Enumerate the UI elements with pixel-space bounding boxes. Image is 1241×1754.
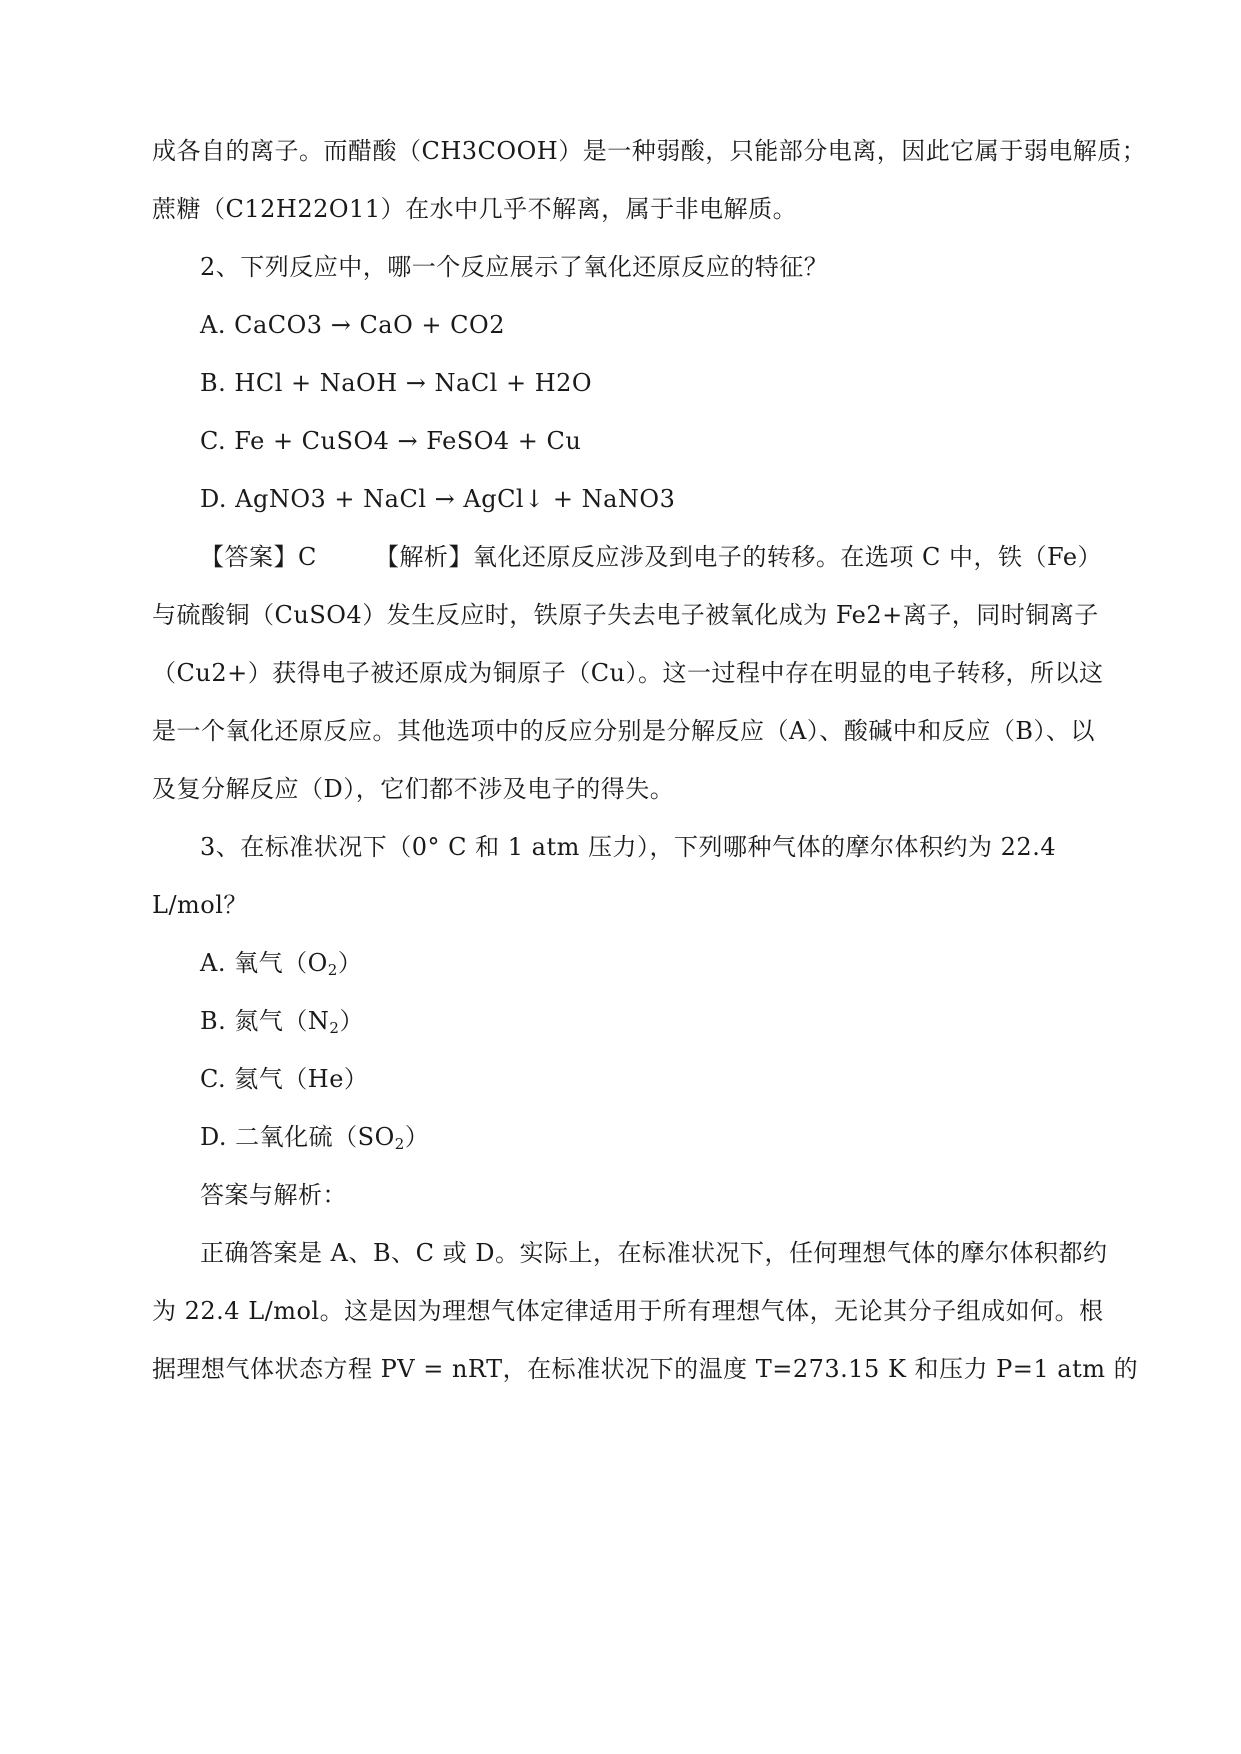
analysis-line: （Cu2+）获得电子被还原成为铜原子（Cu）。这一过程中存在明显的电子转移，所以这 <box>152 659 1104 687</box>
answer-heading: 答案与解析： <box>200 1181 347 1209</box>
option-d: D. AgNO3 + NaCl → AgCl↓ + NaNO3 <box>200 485 676 513</box>
option-d: D. 二氧化硫$(SO_2)$ <box>200 1123 430 1153</box>
analysis-line: 正确答案是 A、B、C 或 D。实际上，在标准状况下，任何理想气体的摩尔体积都约 <box>200 1239 1108 1267</box>
question-2-stem: 2、下列反应中，哪一个反应展示了氧化还原反应的特征？ <box>200 253 829 281</box>
analysis-line: 据理想气体状态方程 PV = nRT，在标准状况下的温度 T=273.15 K 和压力 P=1 atm 的 <box>152 1355 1139 1383</box>
question-3-stem: 3、在标准状况下（0° C 和 1 atm 压力），下列哪种气体的摩尔体积约为 22.4 <box>200 833 1057 861</box>
option-c: C. 氦气（He） <box>200 1065 369 1093</box>
analysis-line: 与硫酸铜（CuSO4）发生反应时，铁原子失去电子被氧化成为 Fe2+离子，同时铜离子 <box>152 601 1099 629</box>
analysis-line: 及复分解反应（D），它们都不涉及电子的得失。 <box>152 775 675 803</box>
analysis-text: 【解析】氧化还原反应涉及到电子的转移。在选项 C 中，铁（Fe） <box>374 543 1103 571</box>
option-b: B. 氮气$(N_2)$ <box>200 1007 364 1037</box>
question-3-stem-continued: L/mol？ <box>152 891 248 919</box>
answer-label: 【答案】C <box>200 543 317 571</box>
paragraph-line: 成各自的离子。而醋酸（CH3COOH）是一种弱酸，只能部分电离，因此它属于弱电解质； <box>152 137 1147 165</box>
answer-analysis-line <box>200 542 1102 572</box>
option-c: C. Fe + CuSO4 → FeSO4 + Cu <box>200 427 582 455</box>
option-a: A. 氧气$(O_2)$ <box>200 949 363 979</box>
paragraph-line: 蔗糖（C12H22O11）在水中几乎不解离，属于非电解质。 <box>152 195 798 223</box>
analysis-line: 为 22.4 L/mol。这是因为理想气体定律适用于所有理想气体，无论其分子组成如何。根 <box>152 1297 1104 1325</box>
option-b: B. HCl + NaOH → NaCl + H2O <box>200 369 593 397</box>
analysis-line: 是一个氧化还原反应。其他选项中的反应分别是分解反应（A）、酸碱中和反应（B）、以 <box>152 717 1095 745</box>
option-a: A. CaCO3 → CaO + CO2 <box>200 311 505 339</box>
